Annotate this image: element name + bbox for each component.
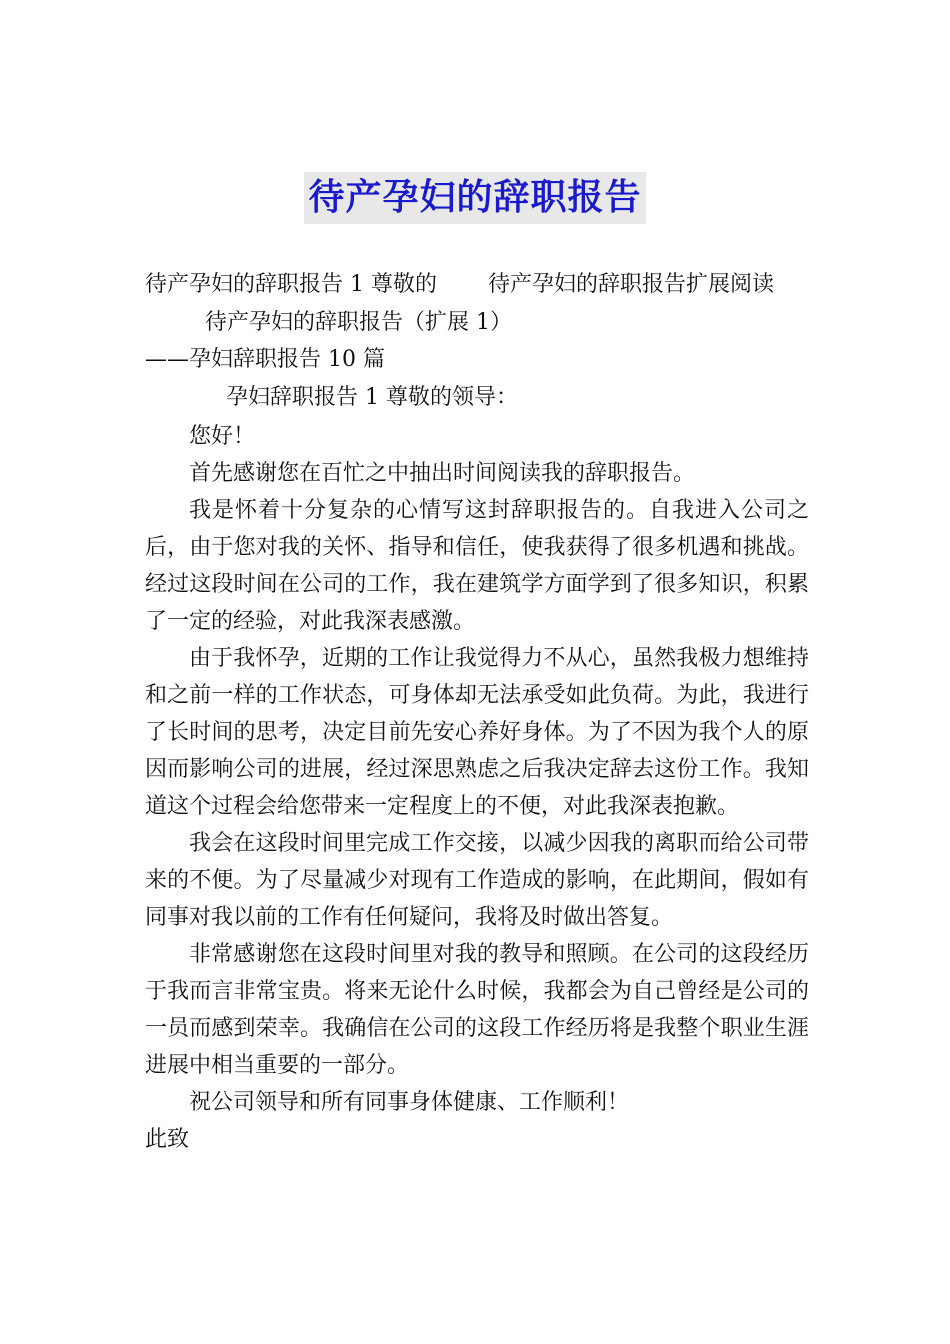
paragraph-5: 非常感谢您在这段时间里对我的教导和照顾。在公司的这段经历于我而言非常宝贵。将来无论什么时候，我都会为自己曾经是公司的一员而感到荣幸。我确信在公司的这段工作经历将是我整个职业生涯进展中相当重要的一部分。	[145, 942, 809, 1078]
header-line-1-right: 待产孕妇的辞职报告扩展阅读	[488, 272, 775, 297]
document-title: 待产孕妇的辞职报告	[304, 172, 645, 224]
greeting: 您好！	[189, 424, 256, 449]
letter-body	[145, 418, 809, 1158]
header-line-2: 待产孕妇的辞职报告（扩展 1）	[205, 310, 512, 335]
paragraph-4: 我会在这段时间里完成工作交接，以减少因我的离职而给公司带来的不便。为了尽量减少对现有工作造成的影响，在此期间，假如有同事对我以前的工作有任何疑问，我将及时做出答复。	[145, 831, 809, 930]
paragraph-2: 我是怀着十分复杂的心情写这封辞职报告的。自我进入公司之后，由于您对我的关怀、指导和信任，使我获得了很多机遇和挑战。经过这段时间在公司的工作，我在建筑学方面学到了很多知识，积累了一定的经验，对此我深表感激。	[145, 498, 809, 634]
header-line-3: ——孕妇辞职报告 10 篇	[145, 347, 385, 372]
closing: 此致	[145, 1127, 190, 1152]
paragraph-3: 由于我怀孕，近期的工作让我觉得力不从心，虽然我极力想维持和之前一样的工作状态，可身体却无法承受如此负荷。为此，我进行了长时间的思考，决定目前先安心养好身体。为了不因为我个人的原因而影响公司的进展，经过深思熟虑之后我决定辞去这份工作。我知道这个过程会给您带来一定程度上的不便，对此我深表抱歉。	[145, 646, 809, 819]
paragraph-1: 首先感谢您在百忙之中抽出时间阅读我的辞职报告。	[189, 461, 696, 486]
title-container	[0, 172, 950, 224]
paragraph-6: 祝公司领导和所有同事身体健康、工作顺利！	[189, 1090, 630, 1115]
header-line-4: 孕妇辞职报告 1 尊敬的领导：	[226, 385, 518, 410]
header-line-1-left: 待产孕妇的辞职报告 1 尊敬的	[145, 272, 437, 297]
